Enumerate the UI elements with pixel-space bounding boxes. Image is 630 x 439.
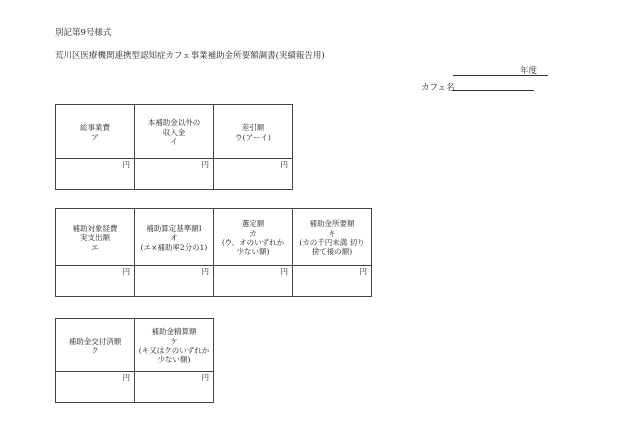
cafe-name-label: カフェ名 xyxy=(421,83,455,93)
header-cell-selected-amount xyxy=(214,209,293,266)
document-title: 荒川区医療機関連携型認知症カフェ事業補助金所要額調書(実績報告用) xyxy=(55,51,325,61)
cafe-name-input-line[interactable] xyxy=(452,81,534,91)
amount-cell-settlement-amount[interactable]: 円 xyxy=(135,372,214,403)
header-cell-required-amount xyxy=(293,209,372,266)
table-settlement xyxy=(55,318,214,403)
amount-cell-granted-amount[interactable]: 円 xyxy=(56,372,135,403)
column-code: エ xyxy=(91,242,99,252)
column-code: ア xyxy=(91,132,99,142)
column-code: ケ (キ又はクのいずれか 少ない額) xyxy=(138,336,210,365)
column-name: 補助金交付済額 xyxy=(68,336,122,346)
column-code: ウ(アーイ) xyxy=(235,132,271,142)
amount-cell-base-amount[interactable]: 円 xyxy=(135,266,214,297)
column-code: カ (ウ、オのいずれか 少ない額) xyxy=(221,228,285,257)
table-subsidy-calculation xyxy=(55,208,372,297)
column-name: 選定額 xyxy=(241,219,265,229)
amount-cell-eligible-expense[interactable]: 円 xyxy=(56,266,135,297)
column-name: 差引額 xyxy=(241,123,265,133)
header-cell-eligible-expense xyxy=(56,209,135,266)
form-number: 別記第9号様式 xyxy=(55,28,112,38)
header-cell-base-amount xyxy=(135,209,214,266)
column-name: 総事業費 xyxy=(80,123,110,133)
column-name: 補助金所要額 xyxy=(309,219,355,229)
amount-cell-required-amount[interactable]: 円 xyxy=(293,266,372,297)
amount-cell-total-cost[interactable]: 円 xyxy=(56,159,135,190)
column-name: 補助算定基準額Ⅰ xyxy=(146,223,202,233)
amount-cell-other-income[interactable]: 円 xyxy=(135,159,214,190)
table-cost-summary xyxy=(55,104,293,190)
column-code: キ (カの千円未満 切り 捨て後の額) xyxy=(299,228,365,257)
column-name: 補助金精算額 xyxy=(151,327,197,337)
header-cell-other-income xyxy=(135,105,214,159)
column-code: イ xyxy=(170,137,178,147)
amount-cell-selected-amount[interactable]: 円 xyxy=(214,266,293,297)
header-cell-total-cost xyxy=(56,105,135,159)
column-code: ク xyxy=(91,346,99,355)
column-name: 補助対象経費 実支出額 xyxy=(72,223,118,243)
header-cell-difference xyxy=(214,105,293,159)
amount-cell-difference[interactable]: 円 xyxy=(214,159,293,190)
header-cell-settlement-amount xyxy=(135,319,214,372)
column-name: 本補助金以外の 収入金 xyxy=(147,118,201,137)
column-code: オ (エ×補助率2分の1) xyxy=(140,233,208,252)
header-cell-granted-amount xyxy=(56,319,135,372)
year-label: 年度 xyxy=(520,66,538,76)
